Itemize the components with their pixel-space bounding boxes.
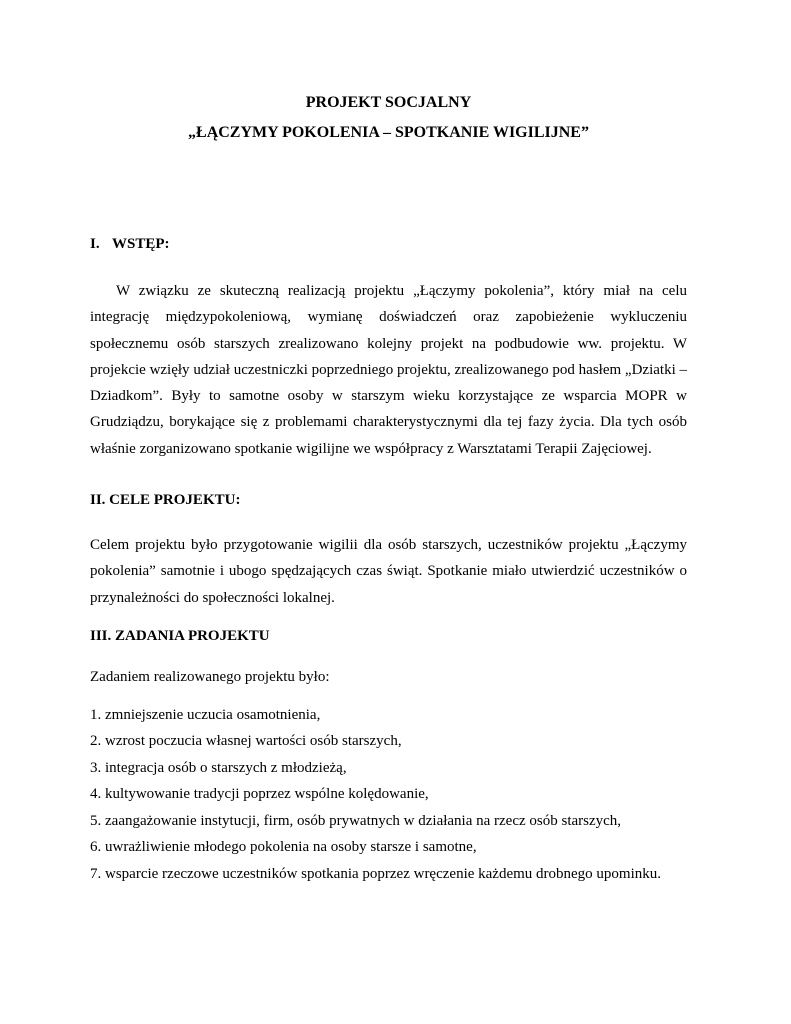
section-spacer: [90, 462, 687, 488]
list-item: 7. wsparcie rzeczowe uczestników spotkania poprzez wręczenie każdemu drobnego upominku.: [90, 865, 662, 882]
list-item: 2. wzrost poczucia własnej wartości osób starszych,: [90, 733, 402, 750]
section-tasks: [90, 624, 687, 888]
list-item: 5. zaangażowanie instytucji, firm, osób prywatnych w działania na rzecz osób starszych,: [90, 812, 622, 829]
intro-paragraph: W związku ze skuteczną realizacją projektu „Łączymy pokolenia”, który miał na celu integrację międzypokoleniową, wymianę doświadczeń oraz zapobieżenie wykluczeniu społecznemu osób starszych zrealizowano kolejny projekt na podbudowie ww. projektu. W projekcie wzięły udział uczestniczki poprzedniego projektu, zrealizowanego pod hasłem „Dziatki – Dziadkom”. Były to samotne osoby w starszym wieku korzystające ze wsparcia MOPR w Grudziądzu, borykające się z problemami charakterystycznymi dla tej fazy życia. Dla tych osób właśnie zorganizowano spotkanie wigilijne we współpracy z Warsztatami Terapii Zajęciowej.: [90, 283, 687, 457]
intro-heading-number: I.: [90, 236, 100, 252]
goals-heading: II. CELE PROJEKTU:: [90, 492, 241, 509]
task-list: [90, 702, 687, 888]
goals-paragraph: Celem projektu było przygotowanie wigilii dla osób starszych, uczestników projektu „Łączymy pokolenia” samotnie i ubogo spędzających czas świąt. Spotkanie miało utwierdzić uczestników o przynależności do społeczności lokalnej.: [90, 537, 687, 606]
intro-heading-text: WSTĘP:: [112, 236, 170, 252]
section-goals: [90, 488, 687, 611]
list-item: 1. zmniejszenie uczucia osamotnienia,: [90, 706, 321, 723]
tasks-heading: III. ZADANIA PROJEKTU: [90, 627, 270, 644]
section-intro: [90, 232, 687, 462]
tasks-intro: Zadaniem realizowanego projektu było:: [90, 668, 330, 685]
document-title: [90, 88, 687, 148]
list-item: 3. integracja osób o starszych z młodzieżą,: [90, 759, 347, 776]
list-item: 6. uwrażliwienie młodego pokolenia na osoby starsze i samotne,: [90, 839, 477, 856]
list-item: 4. kultywowanie tradycji poprzez wspólne kolędowanie,: [90, 786, 429, 803]
title-line-2: „ŁĄCZYMY POKOLENIA – SPOTKANIE WIGILIJNE”: [188, 124, 589, 141]
intro-heading: [90, 232, 687, 256]
title-line-1: PROJEKT SOCJALNY: [305, 94, 472, 111]
